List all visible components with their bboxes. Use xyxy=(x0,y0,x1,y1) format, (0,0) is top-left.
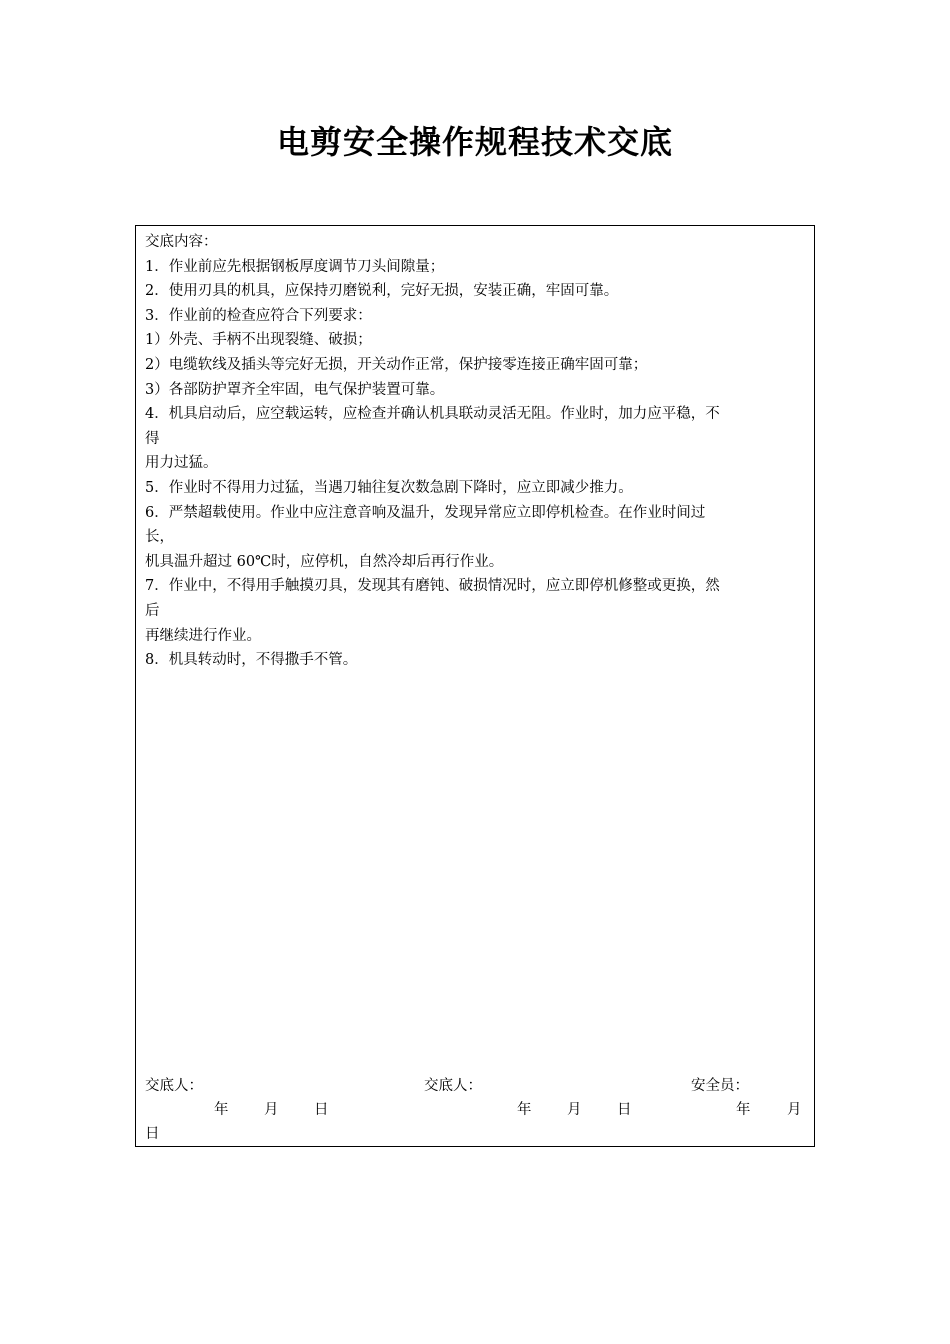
content-line: 再继续进行作业。 xyxy=(145,627,261,644)
content-line: 7．作业中，不得用手触摸刃具，发现其有磨钝、破损情况时，应立即停机修整或更换，然 xyxy=(145,578,720,595)
discloser-date-day: 日 xyxy=(314,1102,329,1118)
content-line: 8．机具转动时，不得撒手不管。 xyxy=(145,652,358,669)
disclosure-content xyxy=(145,230,809,673)
content-line: 6．严禁超载使用。作业中应注意音响及温升，发现异常应立即停机检查。在作业时间过 xyxy=(145,504,706,521)
content-line: 4．机具启动后，应空载运转，应检查并确认机具联动灵活无阻。作业时，加力应平稳，不 xyxy=(145,406,720,423)
content-line: 长， xyxy=(145,529,174,546)
page-title: 电剪安全操作规程技术交底 xyxy=(276,123,673,161)
content-line: 1）外壳、手柄不出现裂缝、破损； xyxy=(145,332,372,349)
receiver-date-month: 月 xyxy=(567,1102,582,1118)
safety-officer-date-day: 日 xyxy=(145,1126,160,1142)
receiver-date-day: 日 xyxy=(617,1102,632,1118)
discloser-date-month: 月 xyxy=(264,1102,279,1118)
content-heading: 交底内容： xyxy=(145,234,218,250)
content-line: 机具温升超过 60℃时，应停机，自然冷却后再行作业。 xyxy=(145,553,504,570)
safety-officer-date-month: 月 xyxy=(787,1102,802,1118)
content-line: 5．作业时不得用力过猛，当遇刀轴往复次数急剧下降时，应立即减少推力。 xyxy=(145,479,633,496)
discloser-label: 交底人： xyxy=(145,1078,203,1094)
signature-section xyxy=(136,1074,816,1148)
content-line: 后 xyxy=(145,602,160,619)
disclosure-table xyxy=(135,225,815,1147)
content-line: 2）电缆软线及插头等完好无损，开关动作正常，保护接零连接正确牢固可靠； xyxy=(145,356,648,373)
content-line: 用力过猛。 xyxy=(145,455,218,472)
content-line: 1．作业前应先根据钢板厚度调节刀头间隙量； xyxy=(145,258,445,275)
discloser-date-year: 年 xyxy=(214,1102,229,1118)
content-line: 得 xyxy=(145,430,160,447)
content-line: 2．使用刃具的机具，应保持刃磨锐利，完好无损，安装正确，牢固可靠。 xyxy=(145,283,619,300)
content-line: 3．作业前的检查应符合下列要求： xyxy=(145,307,372,324)
safety-officer-label: 安全员： xyxy=(691,1078,749,1094)
receiver-date-year: 年 xyxy=(517,1102,532,1118)
content-line: 3）各部防护罩齐全牢固，电气保护装置可靠。 xyxy=(145,381,445,398)
receiver-label: 交底人： xyxy=(424,1078,482,1094)
safety-officer-date-year: 年 xyxy=(736,1102,751,1118)
